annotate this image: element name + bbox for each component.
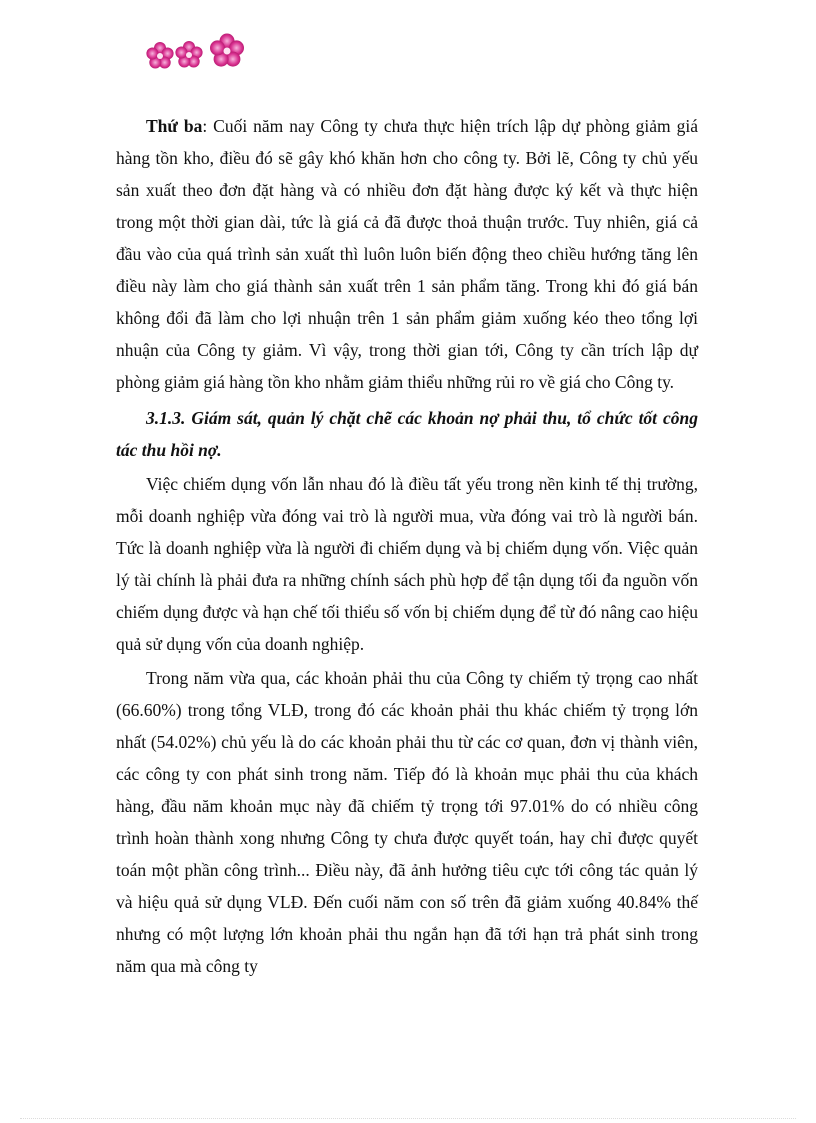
paragraph-receivables: Trong năm vừa qua, các khoản phải thu của Công ty chiếm tỷ trọng cao nhất (66.60%) trong tổng VLĐ, trong đó các khoản phải thu khác chiếm tỷ trọng lớn nhất (54.02%) chủ yếu là do các khoản phải thu từ các cơ quan, đơn vị thành viên, các công ty con phát sinh trong năm. Tiếp đó là khoản mục phải thu của khách hàng, đầu năm khoản mục này đã chiếm tỷ trọng tới 97.01% do có nhiều công trình hoàn thành xong nhưng Công ty chưa được quyết toán, hay chỉ được quyết toán một phần công trình... Điều này, đã ảnh hưởng tiêu cực tới công tác quản lý và hiệu quả sử dụng VLĐ. Đến cuối năm con số trên đã giảm xuống 40.84% thế nhưng có một lượng lớn khoản phải thu ngắn hạn đã tới hạn trả phát sinh trong năm qua mà công ty bbox=[116, 668, 698, 976]
paragraph-capital-appropriation: Việc chiếm dụng vốn lẫn nhau đó là điều tất yếu trong nền kinh tế thị trường, mỗi doanh nghiệp vừa đóng vai trò là người mua, vừa đóng vai trò là người bán. Tức là doanh nghiệp vừa là người đi chiếm dụng và bị chiếm dụng vốn. Việc quản lý tài chính là phải đưa ra những chính sách phù hợp để tận dụng tối đa nguồn vốn chiếm dụng được và hạn chế tối thiểu số vốn bị chiếm dụng để từ đó nâng cao hiệu quả sử dụng vốn của doanh nghiệp. bbox=[116, 474, 698, 654]
paragraph-inventory-provision bbox=[116, 110, 698, 398]
paragraph-text: : Cuối năm nay Công ty chưa thực hiện trích lập dự phòng giảm giá hàng tồn kho, điều đó sẽ gây khó khăn hơn cho công ty. Bởi lẽ, Công ty chủ yếu sản xuất theo đơn đặt hàng và có nhiều đơn đặt hàng được ký kết và thực hiện trong một thời gian dài, tức là giá cả đã được thoả thuận trước. Tuy nhiên, giá cả đầu vào của quá trình sản xuất thì luôn luôn biến động theo chiều hướng tăng lên điều này làm cho giá thành sản xuất trên 1 sản phẩm tăng. Trong khi đó giá bán không đổi đã làm cho lợi nhuận trên 1 sản phẩm giảm xuống kéo theo tổng lợi nhuận của Công ty giảm. Vì vậy, trong thời gian tới, Công ty cần trích lập dự phòng giảm giá hàng tồn kho nhằm giảm thiểu những rủi ro về giá cho Công ty. bbox=[116, 116, 698, 392]
page-bottom-divider bbox=[20, 1118, 796, 1119]
document-body bbox=[116, 110, 698, 982]
pink-flowers-icon bbox=[144, 32, 254, 74]
paragraph-lead: Thứ ba bbox=[146, 116, 203, 136]
section-heading: 3.1.3. Giám sát, quản lý chặt chẽ các khoản nợ phải thu, tổ chức tốt công tác thu hồi nợ. bbox=[116, 408, 698, 460]
